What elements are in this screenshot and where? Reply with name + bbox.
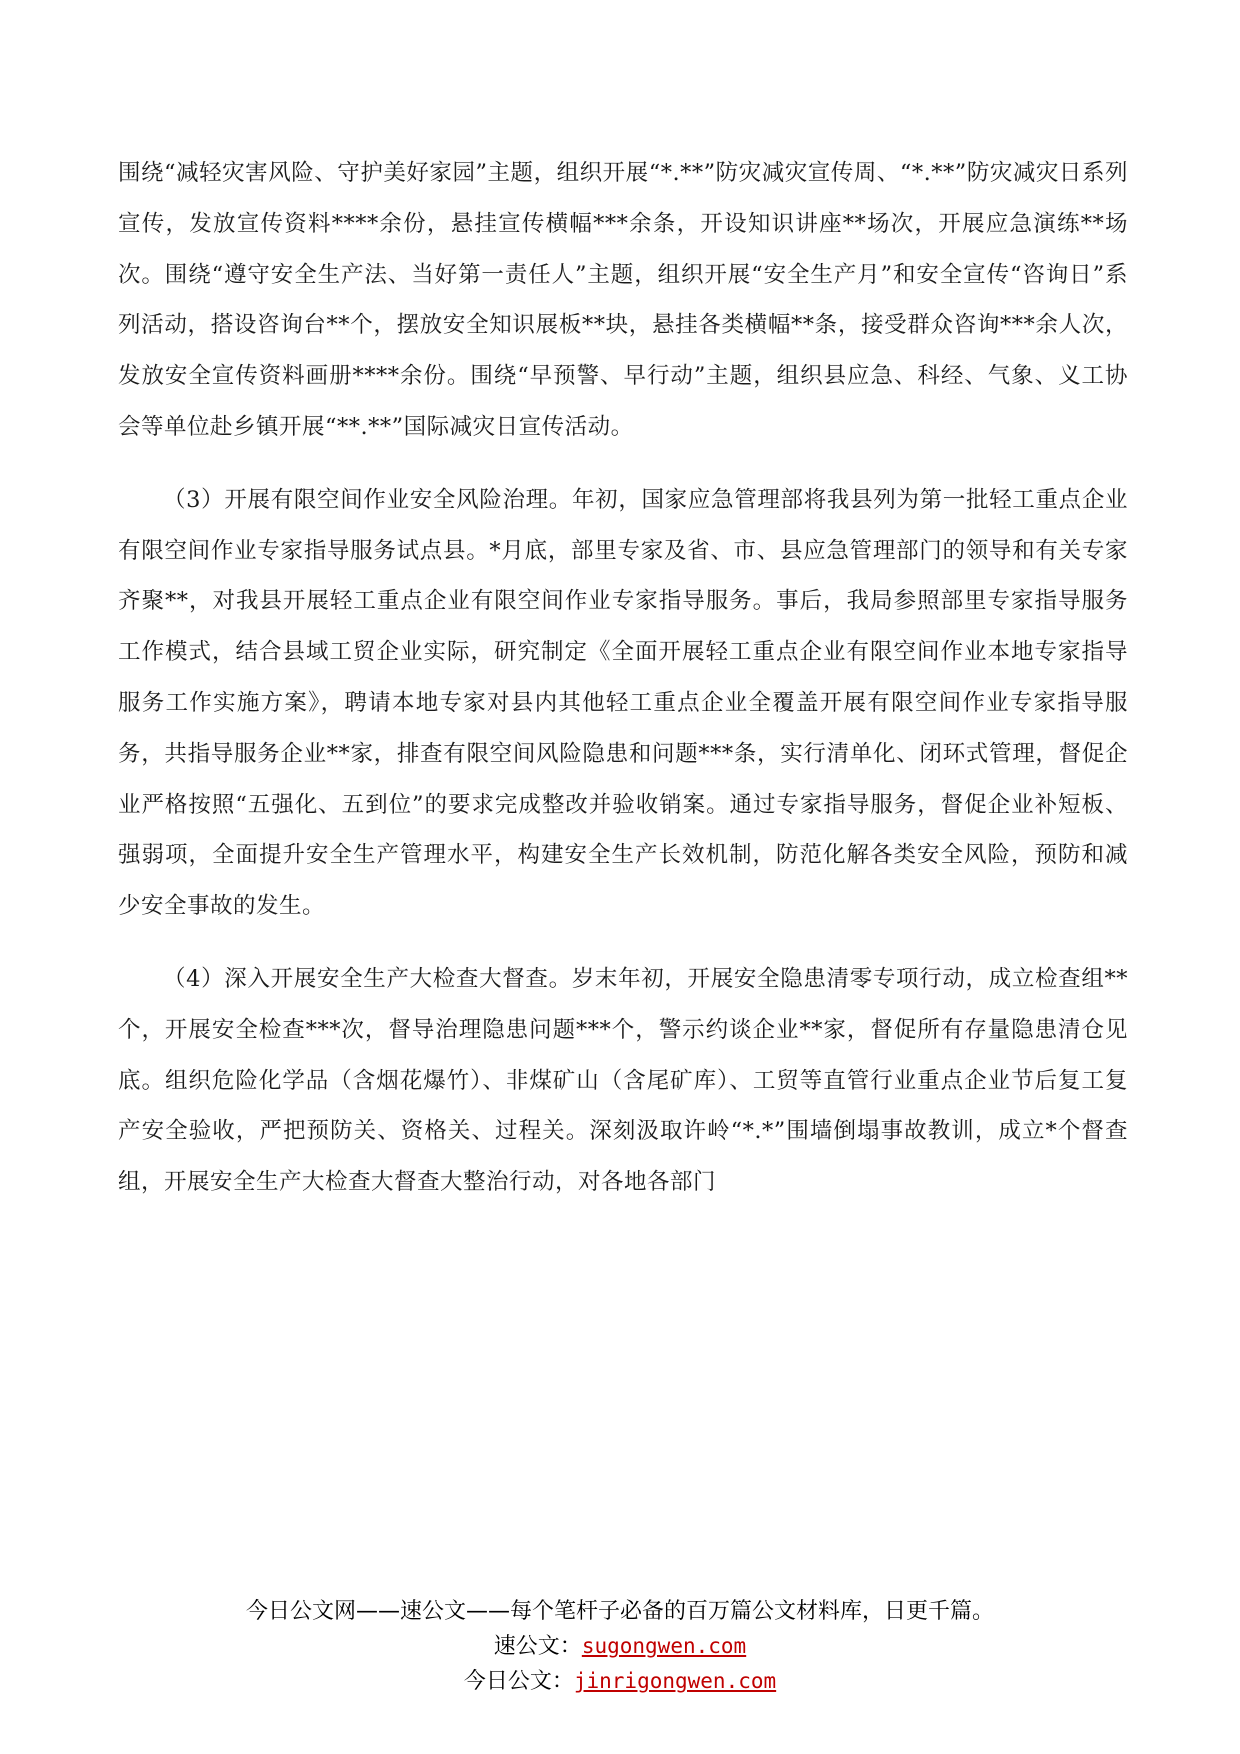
footer-sugongwen-line <box>0 1629 1240 1664</box>
paragraph-publicity-activities: 围绕“减轻灾害风险、守护美好家园”主题，组织开展“*.**”防灾减灾宣传周、“*.**”防灾减灾日系列宣传，发放宣传资料****余份，悬挂宣传横幅***余条，开设知识讲座**场次，开展应急演练**场次。围绕“遵守安全生产法、当好第一责任人”主题，组织开展“安全生产月”和安全宣传“咨询日”系列活动，搭设咨询台**个，摆放安全知识展板**块，悬挂各类横幅**条，接受群众咨询***余人次，发放安全宣传资料画册****余份。围绕“早预警、早行动”主题，组织县应急、科经、气象、义工协会等单位赴乡镇开展“**.**”国际减灾日宣传活动。 <box>118 160 1128 440</box>
jinrigongwen-link[interactable]: jinrigongwen.com <box>573 1669 777 1693</box>
footer-jinrigongwen-label: 今日公文： <box>463 1669 574 1694</box>
footer-jinrigongwen-line <box>0 1664 1240 1699</box>
document-body <box>118 148 1128 1208</box>
footer-sugongwen-label: 速公文： <box>493 1634 582 1659</box>
paragraph-safety-inspection: （4）深入开展安全生产大检查大督查。岁末年初，开展安全隐患清零专项行动，成立检查组**个，开展安全检查***次，督导治理隐患问题***个，警示约谈企业**家，督促所有存量隐患清仓见底。组织危险化学品（含烟花爆竹）、非煤矿山（含尾矿库）、工贸等直管行业重点企业节后复工复产安全验收，严把预防关、资格关、过程关。深刻汲取许岭“*.*”围墙倒塌事故教训，成立*个督查组，开展安全生产大检查大督查大整治行动，对各地各部门 <box>118 965 1128 1196</box>
footer-slogan: 今日公文网——速公文——每个笔杆子必备的百万篇公文材料库，日更千篇。 <box>245 1599 994 1624</box>
page-footer <box>0 1594 1240 1699</box>
paragraph-confined-space-safety: （3）开展有限空间作业安全风险治理。年初，国家应急管理部将我县列为第一批轻工重点企业有限空间作业专家指导服务试点县。*月底，部里专家及省、市、县应急管理部门的领导和有关专家齐聚**，对我县开展轻工重点企业有限空间作业专家指导服务。事后，我局参照部里专家指导服务工作模式，结合县域工贸企业实际，研究制定《全面开展轻工重点企业有限空间作业本地专家指导服务工作实施方案》，聘请本地专家对县内其他轻工重点企业全覆盖开展有限空间作业专家指导服务，共指导服务企业**家，排查有限空间风险隐患和问题***条，实行清单化、闭环式管理，督促企业严格按照“五强化、五到位”的要求完成整改并验收销案。通过专家指导服务，督促企业补短板、强弱项，全面提升安全生产管理水平，构建安全生产长效机制，防范化解各类安全风险，预防和减少安全事故的发生。 <box>118 486 1128 920</box>
sugongwen-link[interactable]: sugongwen.com <box>581 1634 747 1658</box>
